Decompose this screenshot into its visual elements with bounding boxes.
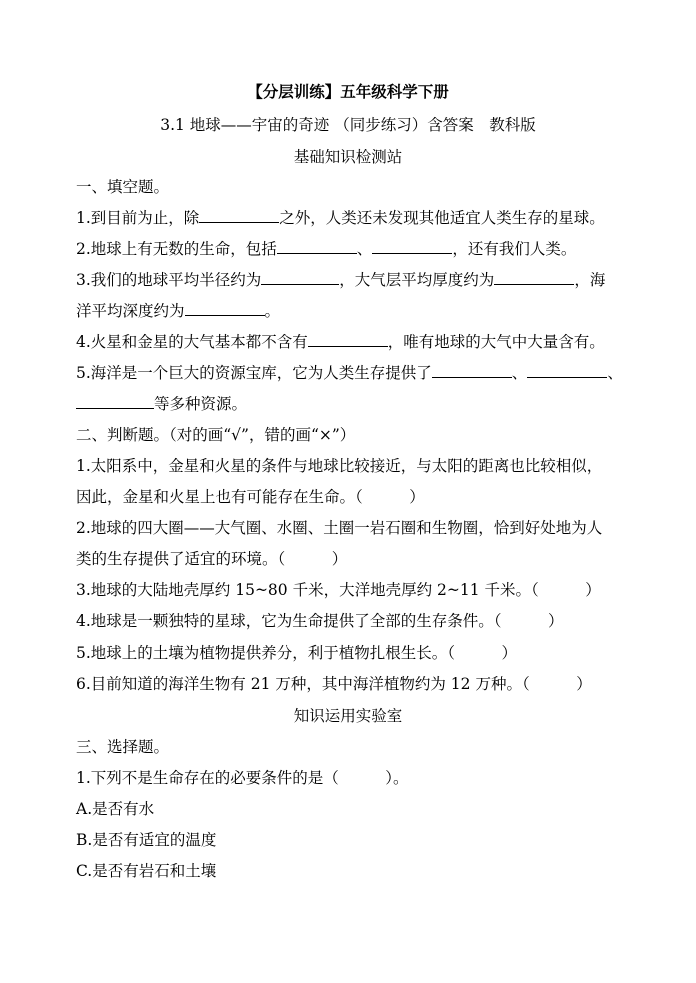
fill-section-title: 一、填空题。 bbox=[76, 178, 170, 196]
fill-question-3-line-1: 3.我们的地球平均半径约为 ，大气层平均厚度约为 ，海 bbox=[76, 271, 606, 289]
answer-blank[interactable] bbox=[494, 270, 574, 285]
choice-option-b[interactable]: B.是否有适宜的温度 bbox=[76, 831, 217, 849]
judge-question-2-line-2: 类的生存提供了适宜的环境。（ ） bbox=[76, 550, 348, 568]
judge-question-2-line-1: 2.地球的四大圈——大气圈、水圈、土圈一岩石圈和生物圈，恰到好处地为人 bbox=[76, 519, 603, 537]
fill-question-1: 1.到目前为止，除 之外，人类还未发现其他适宜人类生存的星球。 bbox=[76, 209, 605, 227]
answer-blank[interactable] bbox=[432, 363, 512, 378]
answer-blank[interactable] bbox=[76, 394, 154, 409]
judge-question-5: 5.地球上的土壤为植物提供养分，利于植物扎根生长。（ ） bbox=[76, 644, 518, 662]
answer-blank[interactable] bbox=[199, 208, 279, 223]
judge-section-title: 二、判断题。（对的画“√”，错的画“×”） bbox=[76, 426, 356, 444]
judge-question-1-line-2: 因此，金星和火星上也有可能存在生命。（ ） bbox=[76, 488, 425, 506]
answer-blank[interactable] bbox=[261, 270, 339, 285]
judge-question-6: 6.目前知道的海洋生物有 21 万种，其中海洋植物约为 12 万种。（ ） bbox=[76, 675, 592, 693]
fill-question-3-line-2: 洋平均深度约为 。 bbox=[76, 302, 281, 320]
fill-question-5-line-2: 等多种资源。 bbox=[76, 394, 247, 414]
answer-blank[interactable] bbox=[308, 332, 388, 347]
answer-blank[interactable] bbox=[372, 239, 452, 254]
answer-blank[interactable] bbox=[277, 239, 357, 254]
choice-option-a[interactable]: A.是否有水 bbox=[76, 800, 155, 818]
choice-question-1: 1.下列不是生命存在的必要条件的是（ ）。 bbox=[76, 769, 409, 787]
document-subtitle: 3.1 地球——宇宙的奇迹 （同步练习）含答案 教科版 bbox=[160, 116, 536, 134]
answer-blank[interactable] bbox=[527, 363, 607, 378]
fill-question-4: 4.火星和金星的大气基本都不含有 ，唯有地球的大气中大量含有。 bbox=[76, 333, 605, 351]
choice-section-title: 三、选择题。 bbox=[76, 738, 170, 756]
judge-question-4: 4.地球是一颗独特的星球，它为生命提供了全部的生存条件。（ ） bbox=[76, 612, 564, 630]
judge-question-3: 3.地球的大陆地壳厚约 15~80 千米，大洋地壳厚约 2~11 千米。（ ） bbox=[76, 581, 601, 599]
fill-question-5-line-1: 5.海洋是一个巨大的资源宝库，它为人类生存提供了 、 、 bbox=[76, 364, 623, 382]
section-heading-apply: 知识运用实验室 bbox=[293, 707, 403, 725]
fill-question-2: 2.地球上有无数的生命，包括 、 ，还有我们人类。 bbox=[76, 240, 577, 258]
document-title: 【分层训练】五年级科学下册 bbox=[247, 82, 449, 101]
judge-question-1-line-1: 1.太阳系中，金星和火星的条件与地球比较接近，与太阳的距离也比较相似， bbox=[76, 457, 603, 475]
answer-blank[interactable] bbox=[185, 301, 265, 316]
section-heading-basic: 基础知识检测站 bbox=[293, 148, 403, 166]
choice-option-c[interactable]: C.是否有岩石和土壤 bbox=[76, 862, 217, 880]
